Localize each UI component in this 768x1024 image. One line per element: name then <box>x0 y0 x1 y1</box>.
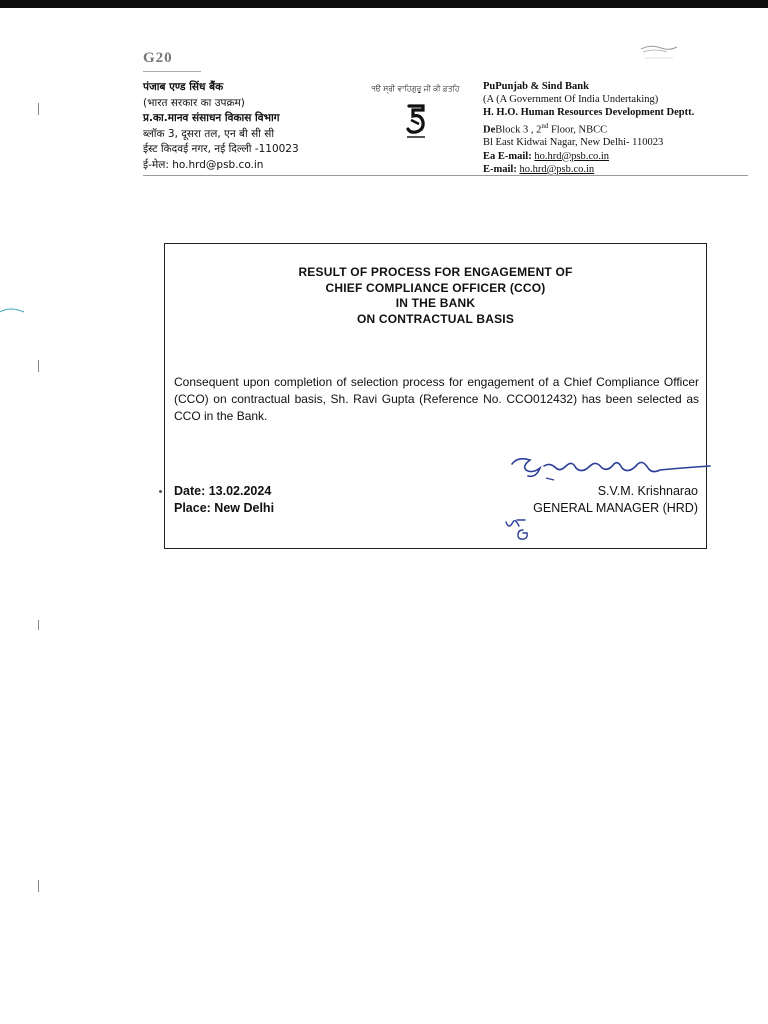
english-letterhead <box>483 80 753 176</box>
hindi-email-line: ई-मेल: ho.hrd@psb.co.in <box>143 158 264 171</box>
scan-top-border <box>0 0 768 8</box>
english-email-line-1: Ea E-mail: ho.hrd@psb.co.in <box>483 150 610 162</box>
email-link-1[interactable]: ho.hrd@psb.co.in <box>534 150 610 162</box>
hindi-govt-line: (भारत सरकार का उपक्रम) <box>143 96 245 109</box>
header-divider <box>143 175 748 176</box>
scan-margin-mark <box>38 360 39 372</box>
notice-title <box>165 265 706 327</box>
notice-box <box>164 243 707 549</box>
emblem-motto: ੧ੳ ਸ੍ਰੀ ਵਾਹਿਗੁਰੂ ਜੀ ਕੀ ਫ਼ਤਹਿ <box>371 84 460 93</box>
scan-margin-mark <box>38 620 39 630</box>
hindi-letterhead <box>143 80 353 173</box>
signatory-designation: GENERAL MANAGER (HRD) <box>533 501 698 515</box>
signature-graphic <box>510 456 715 486</box>
hindi-address-line-1: ब्लॉक 3, दूसरा तल, एन बी सी सी <box>143 127 275 140</box>
psb-emblem-icon <box>405 102 427 142</box>
date-place-block <box>174 483 274 517</box>
english-address-line-2: Bl East Kidwai Nagar, New Delhi- 110023 <box>483 137 664 149</box>
email-link-2[interactable]: ho.hrd@psb.co.in <box>519 163 595 175</box>
english-govt-line: (A (A Government Of India Undertaking) <box>483 94 659 106</box>
english-dept-line: H. H.O. Human Resources Development Deptt. <box>483 107 695 119</box>
g20-logo <box>143 50 205 76</box>
notice-body: Consequent upon completion of selection process for engagement of a Chief Compliance Officer (CCO) on contractual basis, Sh. Ravi Gupta (Reference No. CCO012432) has been selected as CCO in the Bank. <box>174 375 699 423</box>
signatory-name: S.V.M. Krishnarao <box>597 484 698 498</box>
notice-title-line-2: CHIEF COMPLIANCE OFFICER (CCO) <box>325 280 546 295</box>
hindi-dept-line: प्र.का.मानव संसाधन विकास विभाग <box>143 112 280 124</box>
notice-title-line-4: ON CONTRACTUAL BASIS <box>356 311 515 326</box>
bank-emblem <box>358 84 473 142</box>
scan-margin-mark <box>38 103 39 115</box>
english-bank-name: PuPunjab & Sind Bank <box>483 81 589 92</box>
handwritten-initials <box>503 516 539 542</box>
scan-mark-icon <box>0 300 28 320</box>
place-line: Place: New Delhi <box>174 501 275 515</box>
corner-logo-icon <box>633 43 681 63</box>
english-address-line-1: DeBlock 3 , 2nd Floor, NBCC <box>483 121 608 136</box>
english-email-line-2: E-mail: ho.hrd@psb.co.in <box>483 163 595 175</box>
date-line: Date: 13.02.2024 <box>174 484 272 498</box>
notice-title-line-3: IN THE BANK <box>395 296 476 310</box>
scan-margin-mark <box>38 880 39 892</box>
hindi-bank-name: पंजाब एण्ड सिंध बैंक <box>143 81 224 93</box>
signatory-block <box>533 483 698 517</box>
scan-dot <box>159 490 162 493</box>
g20-logo-text: G20 <box>143 50 173 66</box>
notice-title-line-1: RESULT OF PROCESS FOR ENGAGEMENT OF <box>298 265 573 279</box>
hindi-address-line-2: ईस्ट किदवई नगर, नई दिल्ली -110023 <box>143 143 299 155</box>
